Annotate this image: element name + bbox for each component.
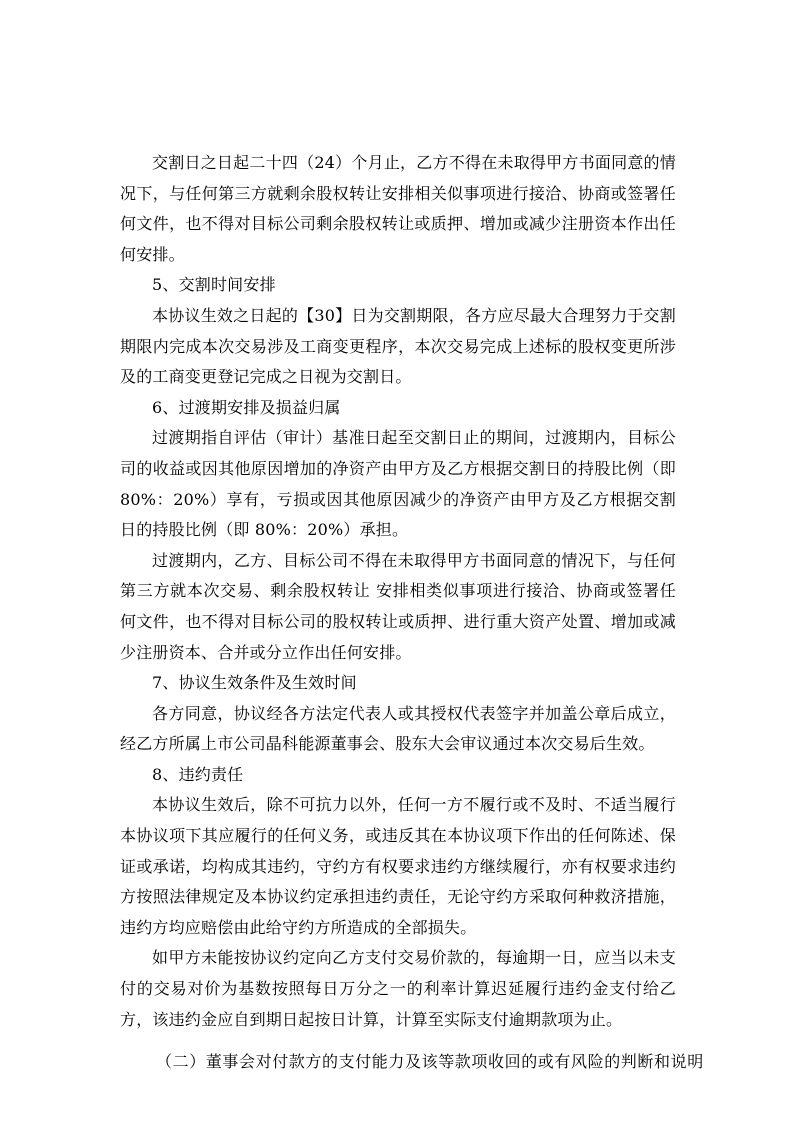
section-title-board-assessment: （二）董事会对付款方的支付能力及该等款项收回的或有风险的判断和说明: [156, 1052, 704, 1072]
paragraph-closing-schedule: 本协议生效之日起的【30】日为交割期限，各方应尽最大合理努力于交割期限内完成本次交易涉及工商变更程序，本次交易完成上述标的股权变更所涉及的工商变更登记完成之日视为交割日。: [120, 305, 676, 387]
heading-effectiveness: 7、协议生效条件及生效时间: [152, 673, 357, 693]
paragraph-lockup-restriction: 交割日之日起二十四（24）个月止，乙方不得在未取得甲方书面同意的情况下，与任何第三方就剩余股权转让安排相关似事项进行接洽、协商或签署任何文件，也不得对目标公司剩余股权转让或质押、增加或减少注册资本作出任何安排。: [120, 153, 676, 264]
heading-closing-schedule: 5、交割时间安排: [152, 275, 276, 295]
document-page: [120, 148, 704, 1078]
paragraph-breach-liability: 本协议生效后，除不可抗力以外，任何一方不履行或不及时、不适当履行本协议项下其应履行的任何义务，或违反其在本协议项下作出的任何陈述、保证或承诺，均构成其违约，守约方有权要求违约方继续履行，亦有权要求违约方按照法律规定及本协议约定承担违约责任，无论守约方采取何种救济措施，违约方均应赔偿由此给守约方所造成的全部损失。: [120, 795, 676, 937]
paragraph-effectiveness: 各方同意，协议经各方法定代表人或其授权代表签字并加盖公章后成立，经乙方所属上市公司晶科能源董事会、股东大会审议通过本次交易后生效。: [120, 703, 676, 754]
heading-transition-period: 6、过渡期安排及损益归属: [152, 397, 341, 417]
heading-breach-liability: 8、违约责任: [152, 764, 244, 784]
paragraph-transition-restrictions: 过渡期内，乙方、目标公司不得在未取得甲方书面同意的情况下，与任何第三方就本次交易、剩余股权转让 安排相类似事项进行接洽、协商或签署任何文件，也不得对目标公司的股权转让或质押、进行重大资产处置、增加或减少注册资本、合并或分立作出任何安排。: [120, 550, 676, 662]
paragraph-transition-profit-loss: 过渡期指自评估（审计）基准日起至交割日止的期间，过渡期内，目标公司的收益或因其他原因增加的净资产由甲方及乙方根据交割日的持股比例（即 80%：20%）享有，亏损或因其他原因减少的净资产由甲方及乙方根据交割日的持股比例（即 80%：20%）承担。: [120, 428, 676, 540]
paragraph-late-payment-penalty: 如甲方未能按协议约定向乙方支付交易价款的，每逾期一日，应当以未支付的交易对价为基数按照每日万分之一的利率计算迟延履行违约金支付给乙方，该违约金应自到期日起按日计算，计算至实际支付逾期款项为止。: [120, 948, 676, 1029]
